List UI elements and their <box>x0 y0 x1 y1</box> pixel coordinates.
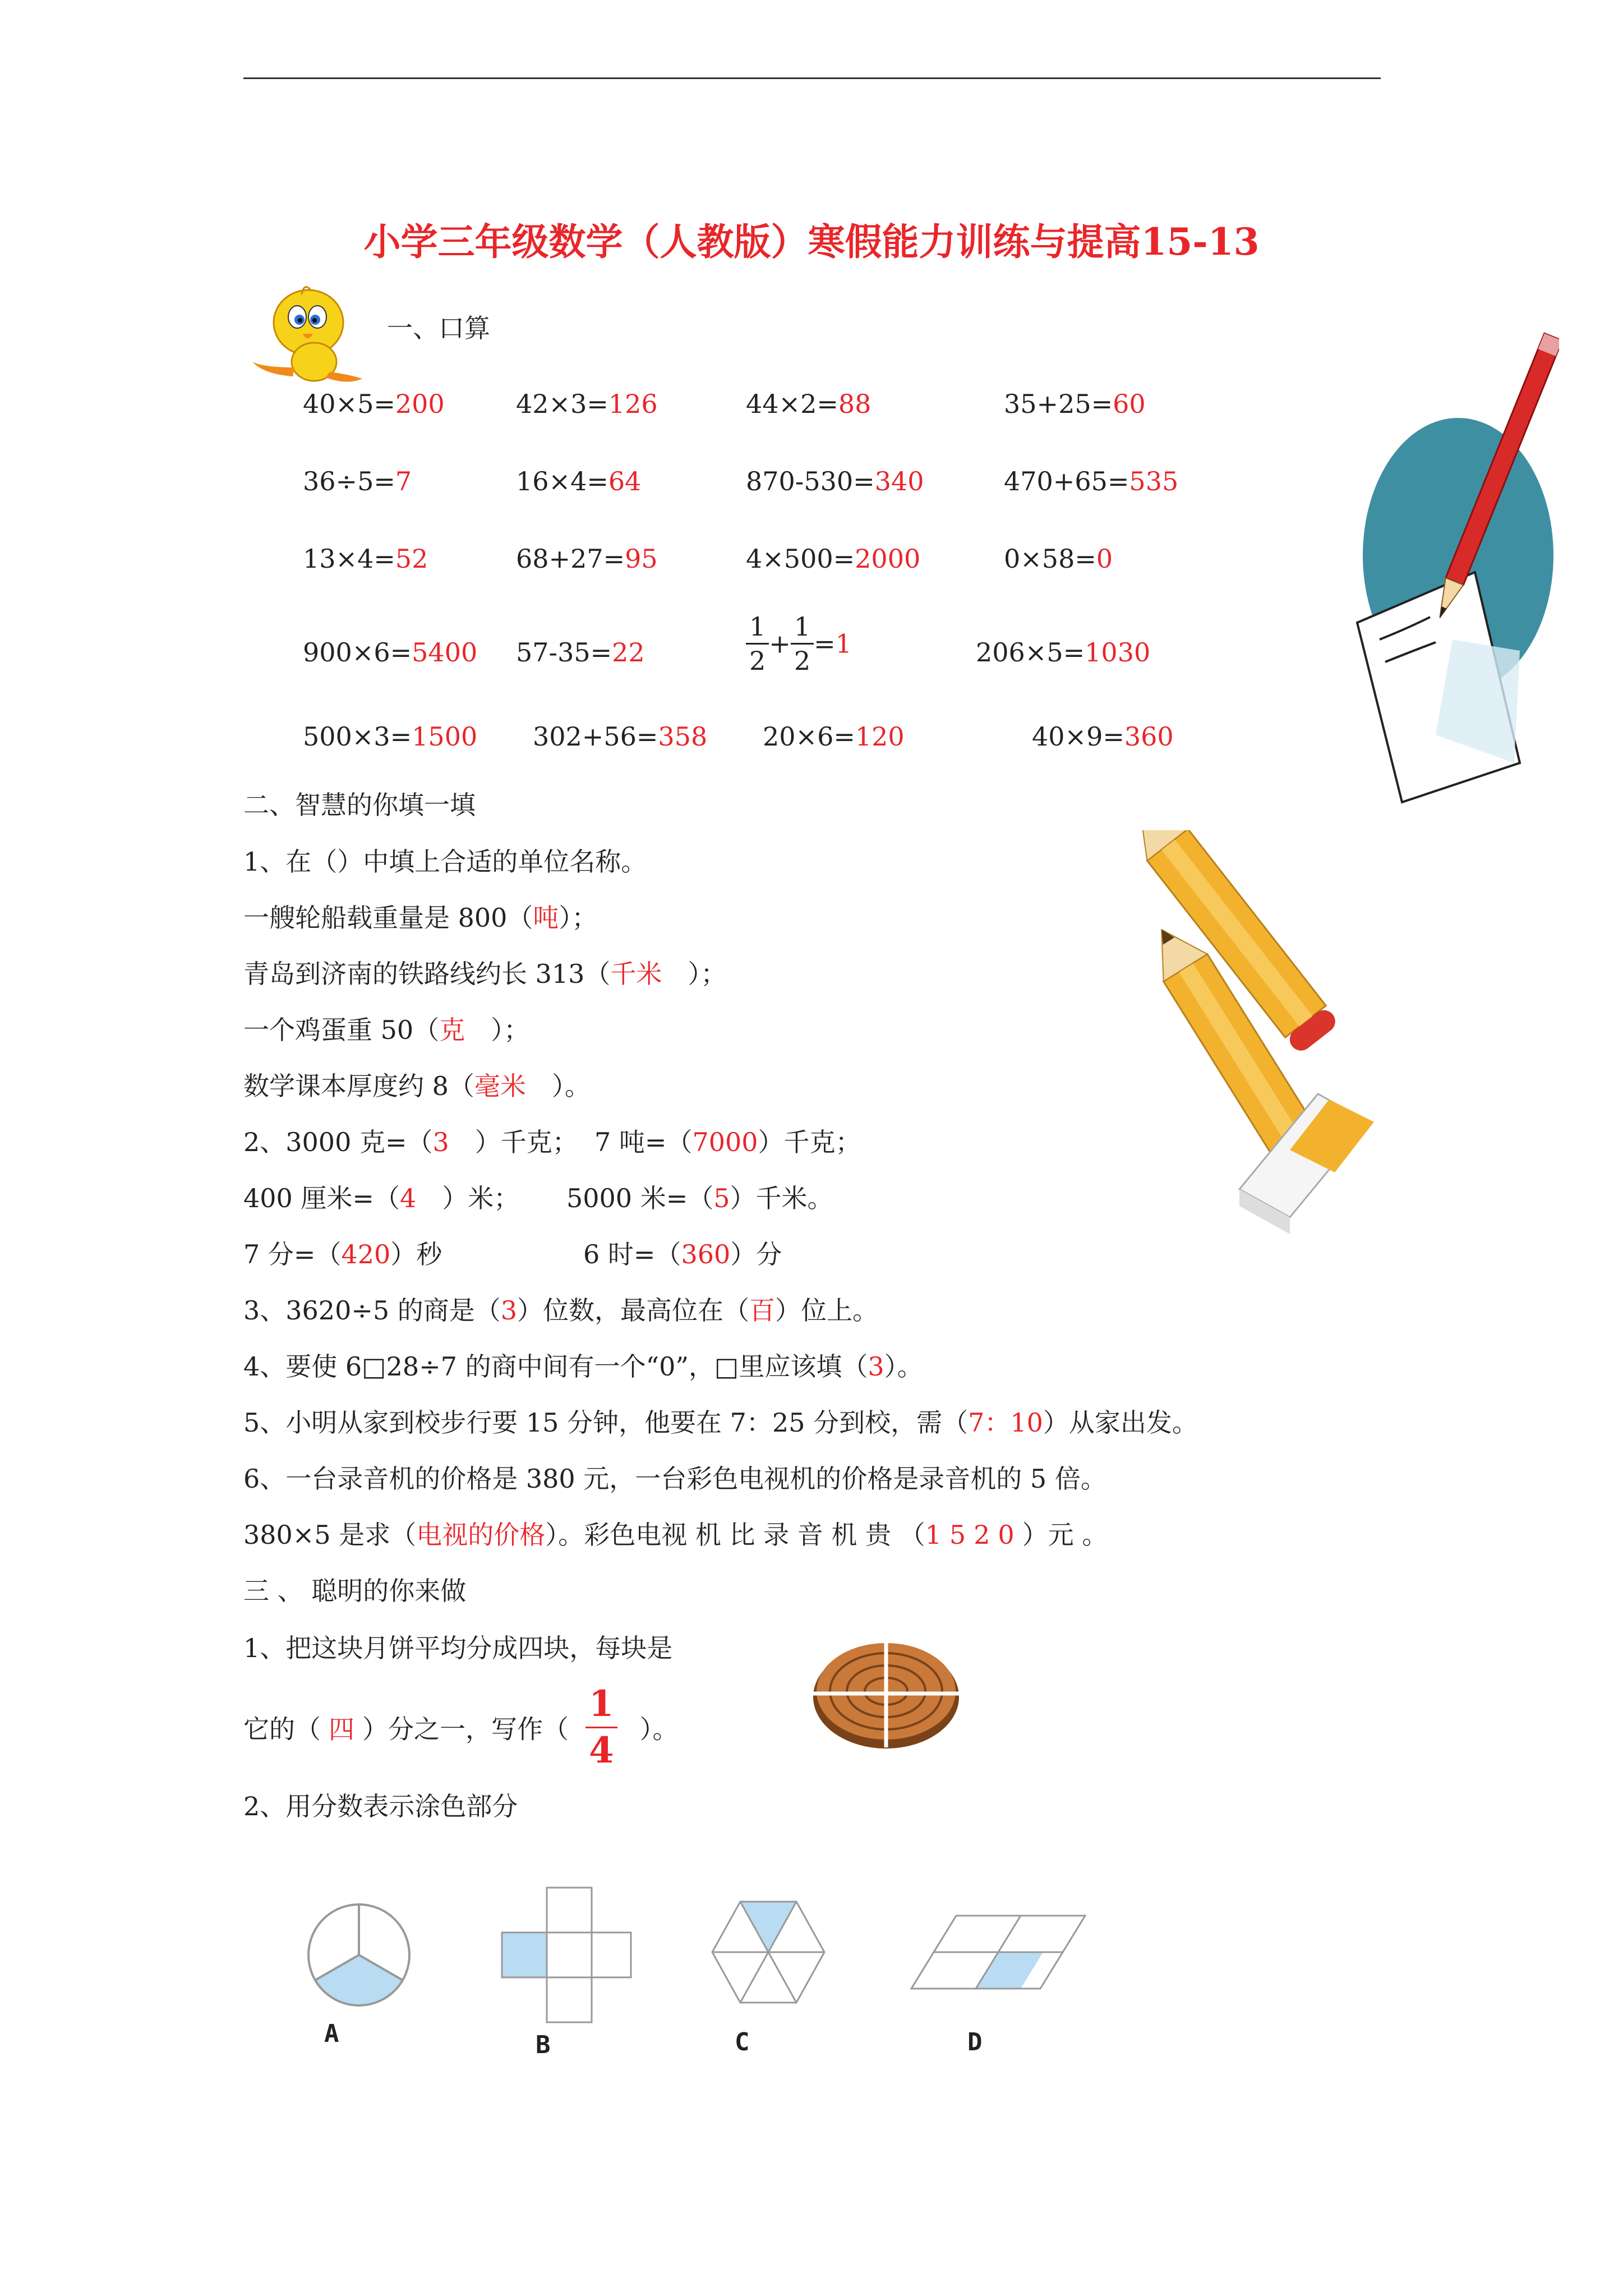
q3-1-stem: 1、把这块月饼平均分成四块，每块是 <box>243 1633 673 1663</box>
fill-line: 5000 米=（5）千米。 <box>566 1183 833 1213</box>
figure-c-hexagon <box>704 1893 833 2011</box>
arith-item: 44×2=88 <box>746 389 872 419</box>
arith-item: 0×58=0 <box>1004 544 1113 574</box>
arith-item: 40×9=360 <box>1032 721 1174 752</box>
pencil-paper-illustration <box>1346 325 1559 808</box>
arith-item: 470+65=535 <box>1004 466 1179 496</box>
page-title: 小学三年级数学（人教版）寒假能力训练与提高15-13 <box>363 220 1260 264</box>
fill-line: 2、3000 克=（3 ）千克； <box>243 1127 578 1157</box>
section2-heading: 二、智慧的你填一填 <box>243 790 476 820</box>
figure-label-a: A <box>324 2019 339 2048</box>
figure-label-b: B <box>536 2031 551 2059</box>
arith-fraction-item: $\frac{1}{2}$ + $\frac{1}{2}$ =1 <box>746 610 852 677</box>
section1-heading: 一、口算 <box>387 313 490 343</box>
fill-line: 4、要使 6□28÷7 的商中间有一个“0”，□里应该填（3）。 <box>243 1351 923 1382</box>
q2-6-stem: 6、一台录音机的价格是 380 元，一台彩色电视机的价格是录音机的 5 倍。 <box>243 1464 1106 1494</box>
arith-item: 302+56=358 <box>533 721 708 752</box>
figure-label-d: D <box>967 2028 983 2056</box>
fill-line: 青岛到济南的铁路线约长 313（千米 ）； <box>243 959 727 989</box>
bird-illustration <box>241 278 370 390</box>
fill-line: 数学课本厚度约 8（毫米 ）。 <box>243 1071 591 1101</box>
figure-label-c: C <box>735 2028 750 2056</box>
arith-item: 16×4=64 <box>516 466 642 496</box>
fill-line: 7 分=（420）秒 <box>243 1239 442 1269</box>
fill-line: 它的（ 四 ）分之一，写作（ $\frac{1}{4}$ ）。 <box>243 1682 679 1773</box>
header-rule <box>243 77 1381 79</box>
arith-item: 870-530=340 <box>746 466 924 496</box>
arith-item: 68+27=95 <box>516 544 658 574</box>
fill-line: 5、小明从家到校步行要 15 分钟，他要在 7：25 分到校，需（7：10）从家出发。 <box>243 1407 1198 1438</box>
arith-item: 500×3=1500 <box>303 721 478 752</box>
arith-item: 4×500=2000 <box>746 544 921 574</box>
figure-d-parallelogram <box>906 1910 1091 1994</box>
mooncake-image <box>808 1635 965 1753</box>
arith-item: 35+25=60 <box>1004 389 1146 419</box>
q3-2-stem: 2、用分数表示涂色部分 <box>243 1791 518 1821</box>
arith-item: 40×5=200 <box>303 389 445 419</box>
fill-line: 7 吨=（7000）千克； <box>594 1127 861 1157</box>
arith-item: 20×6=120 <box>763 721 905 752</box>
fraction-one-half: $\frac{1}{2}$ <box>791 610 814 677</box>
arith-item: 206×5=1030 <box>976 637 1151 668</box>
fraction-one-half: $\frac{1}{2}$ <box>746 610 769 677</box>
fill-line: 6 时=（360）分 <box>583 1239 782 1269</box>
arith-item: 13×4=52 <box>303 544 428 574</box>
figure-a-circle <box>297 1893 421 2017</box>
pencils-eraser-illustration <box>1066 830 1380 1301</box>
section3-heading: 三 、 聪明的你来做 <box>243 1576 467 1606</box>
arith-item: 57-35=22 <box>516 637 645 668</box>
fill-line: 一艘轮船载重量是 800（吨）； <box>243 903 598 933</box>
fill-line: 3、3620÷5 的商是（3）位数，最高位在（百）位上。 <box>243 1295 879 1326</box>
fraction-one-quarter: $\frac{1}{4}$ <box>585 1682 617 1773</box>
fill-line: 380×5 是求（电视的价格）。彩色电视 机 比 录 音 机 贵 （1520）元 。 <box>243 1520 1108 1550</box>
figure-b-cross <box>496 1882 637 2028</box>
fill-line: 一个鸡蛋重 50（克 ）； <box>243 1015 530 1045</box>
arith-item: 900×6=5400 <box>303 637 478 668</box>
q2-1-stem: 1、在（）中填上合适的单位名称。 <box>243 846 647 877</box>
fill-line: 400 厘米=（4 ）米； <box>243 1183 520 1213</box>
arith-item: 42×3=126 <box>516 389 658 419</box>
arith-item: 36÷5=7 <box>303 466 412 496</box>
